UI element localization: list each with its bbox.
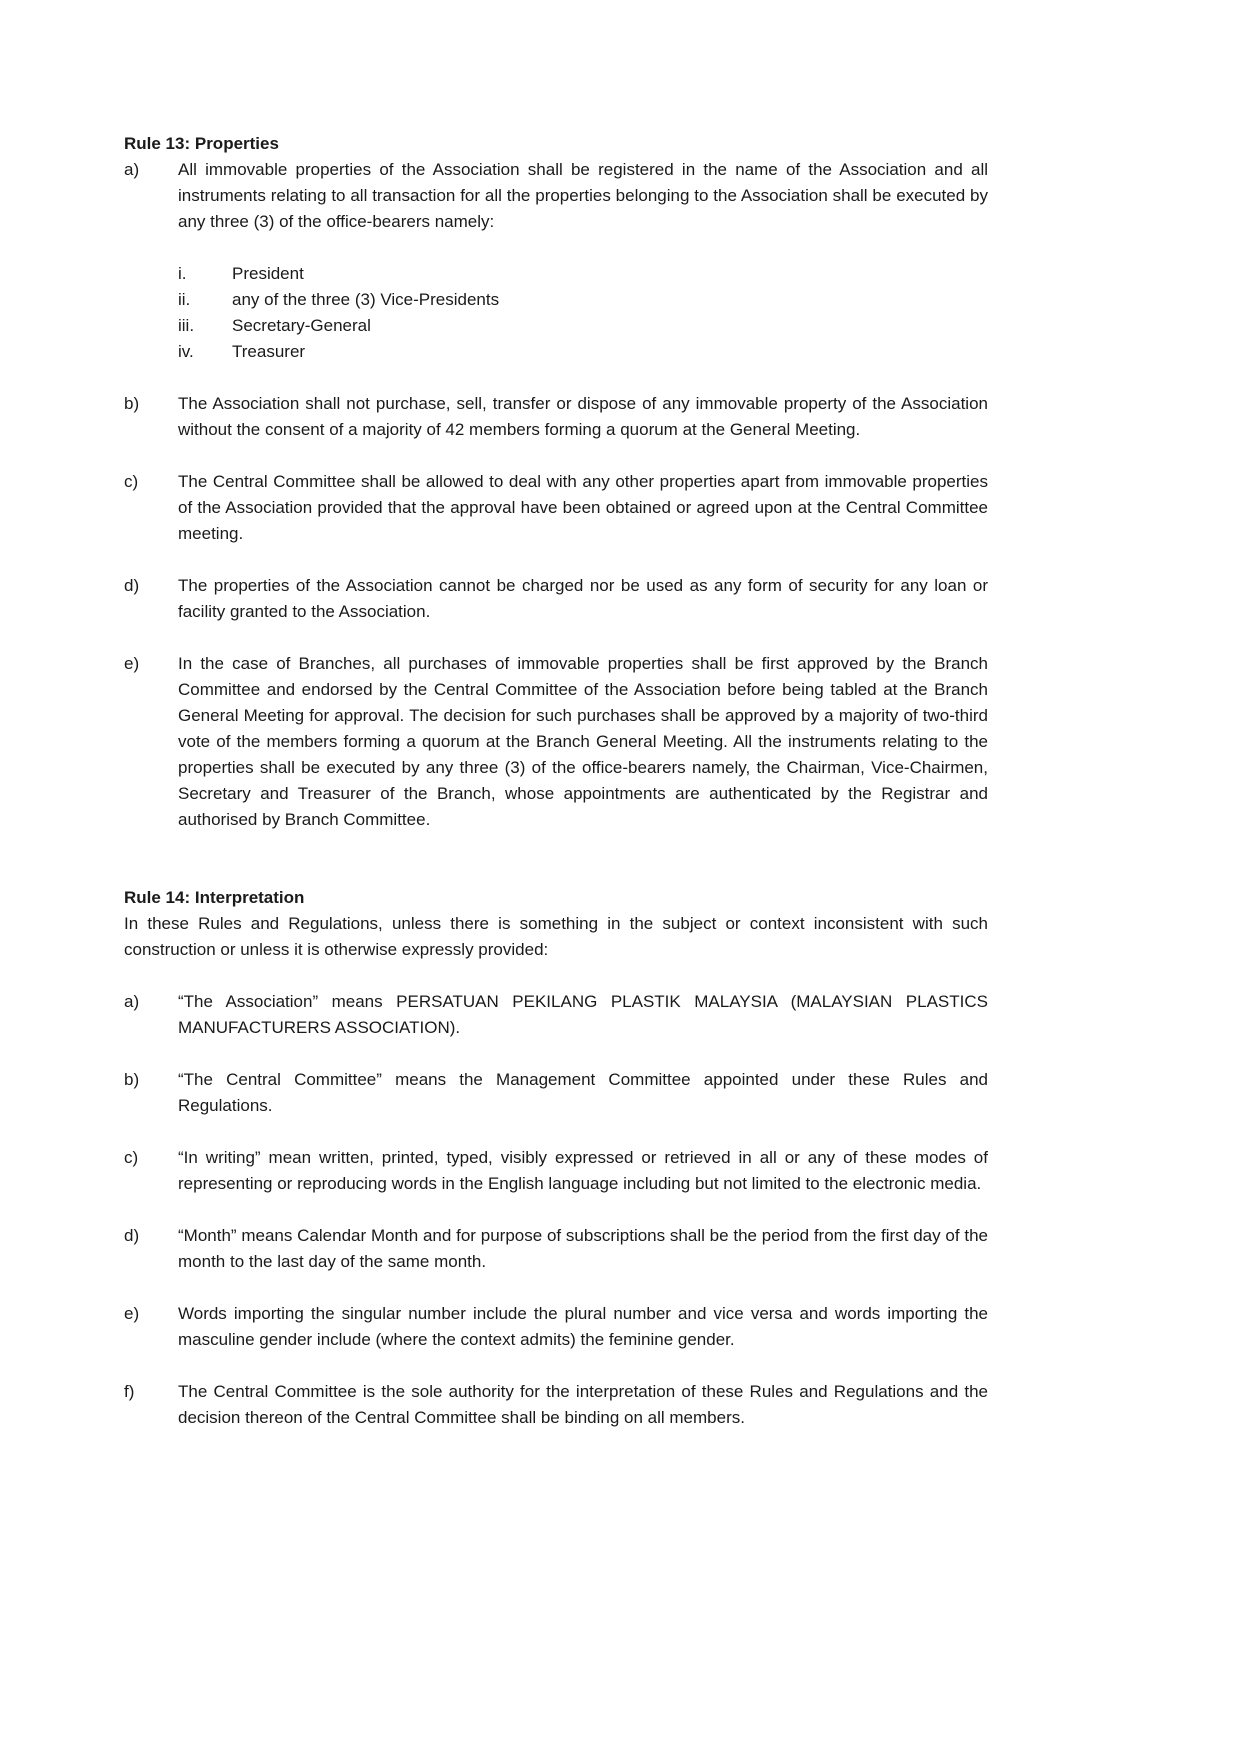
list-item bbox=[178, 313, 988, 339]
rule-13-heading: Rule 13: Properties bbox=[124, 134, 279, 153]
item-text: All immovable properties of the Association shall be registered in the name of the Association and all instruments relating to all transaction for all the properties belonging to the Association shall be executed by any three (3) of the office-bearers namely: bbox=[178, 160, 988, 231]
item-label: a) bbox=[124, 992, 140, 1011]
list-item-label: i. bbox=[178, 264, 187, 283]
item-text: The Central Committee is the sole authority for the interpretation of these Rules and Regulations and the decision thereon of the Central Committee shall be binding on all members. bbox=[178, 1382, 988, 1427]
list-item-text: any of the three (3) Vice-Presidents bbox=[232, 290, 500, 309]
list-item-label: iii. bbox=[178, 316, 195, 335]
item-text: “The Central Committee” means the Management Committee appointed under these Rules and Regulations. bbox=[178, 1070, 988, 1115]
rule-13-item-c bbox=[124, 469, 988, 547]
rule-14-heading: Rule 14: Interpretation bbox=[124, 888, 305, 907]
rule-13-section bbox=[124, 131, 988, 833]
item-text: The Association shall not purchase, sell, transfer or dispose of any immovable property of the Association without the consent of a majority of 42 members forming a quorum at the General Meeting. bbox=[178, 394, 988, 439]
list-item bbox=[178, 261, 988, 287]
item-label: b) bbox=[124, 394, 140, 413]
office-bearers-list bbox=[178, 261, 988, 365]
item-label: a) bbox=[124, 160, 140, 179]
rule-14-item-a bbox=[124, 989, 988, 1041]
item-label: c) bbox=[124, 472, 139, 491]
list-item-label: iv. bbox=[178, 342, 194, 361]
rule-14-item-e bbox=[124, 1301, 988, 1353]
rule-14-item-f bbox=[124, 1379, 988, 1431]
item-label: b) bbox=[124, 1070, 140, 1089]
item-label: e) bbox=[124, 654, 140, 673]
item-label: d) bbox=[124, 1226, 140, 1245]
item-text: “The Association” means PERSATUAN PEKILANG PLASTIK MALAYSIA (MALAYSIAN PLASTICS MANUFACTURERS ASSOCIATION). bbox=[178, 992, 988, 1037]
rule-14-section bbox=[124, 885, 988, 1431]
list-item bbox=[178, 287, 988, 313]
item-label: d) bbox=[124, 576, 140, 595]
item-label: f) bbox=[124, 1382, 135, 1401]
item-text: The Central Committee shall be allowed to deal with any other properties apart from immovable properties of the Association provided that the approval have been obtained or agreed upon at the Central Committee meeting. bbox=[178, 472, 988, 543]
rule-13-item-a bbox=[124, 157, 988, 235]
rule-14-item-d bbox=[124, 1223, 988, 1275]
item-text: “Month” means Calendar Month and for purpose of subscriptions shall be the period from the first day of the month to the last day of the same month. bbox=[178, 1226, 988, 1271]
rule-13-item-b bbox=[124, 391, 988, 443]
item-label: c) bbox=[124, 1148, 139, 1167]
item-text: Words importing the singular number include the plural number and vice versa and words importing the masculine gender include (where the context admits) the feminine gender. bbox=[178, 1304, 988, 1349]
item-text: “In writing” mean written, printed, typed, visibly expressed or retrieved in all or any of these modes of representing or reproducing words in the English language including but not limited to the electronic media. bbox=[178, 1148, 988, 1193]
list-item-text: Treasurer bbox=[232, 342, 306, 361]
rule-14-item-b bbox=[124, 1067, 988, 1119]
item-text: In the case of Branches, all purchases of immovable properties shall be first approved by the Branch Committee and endorsed by the Central Committee of the Association before being tabled at the Branch General Meeting for approval. The decision for such purchases shall be approved by a majority of two-third vote of the members forming a quorum at the Branch General Meeting. All the instruments relating to the properties shall be executed by any three (3) of the office-bearers namely, the Chairman, Vice-Chairmen, Secretary and Treasurer of the Branch, whose appointments are authenticated by the Registrar and authorised by Branch Committee. bbox=[178, 654, 988, 829]
item-text: The properties of the Association cannot be charged nor be used as any form of security for any loan or facility granted to the Association. bbox=[178, 576, 988, 621]
document-page bbox=[124, 131, 988, 1431]
rule-14-intro: In these Rules and Regulations, unless there is something in the subject or context inconsistent with such construction or unless it is otherwise expressly provided: bbox=[124, 914, 988, 959]
rule-13-item-d bbox=[124, 573, 988, 625]
item-label: e) bbox=[124, 1304, 140, 1323]
list-item bbox=[178, 339, 988, 365]
list-item-label: ii. bbox=[178, 290, 191, 309]
list-item-text: Secretary-General bbox=[232, 316, 371, 335]
rule-14-item-c bbox=[124, 1145, 988, 1197]
list-item-text: President bbox=[232, 264, 304, 283]
rule-13-item-e bbox=[124, 651, 988, 833]
